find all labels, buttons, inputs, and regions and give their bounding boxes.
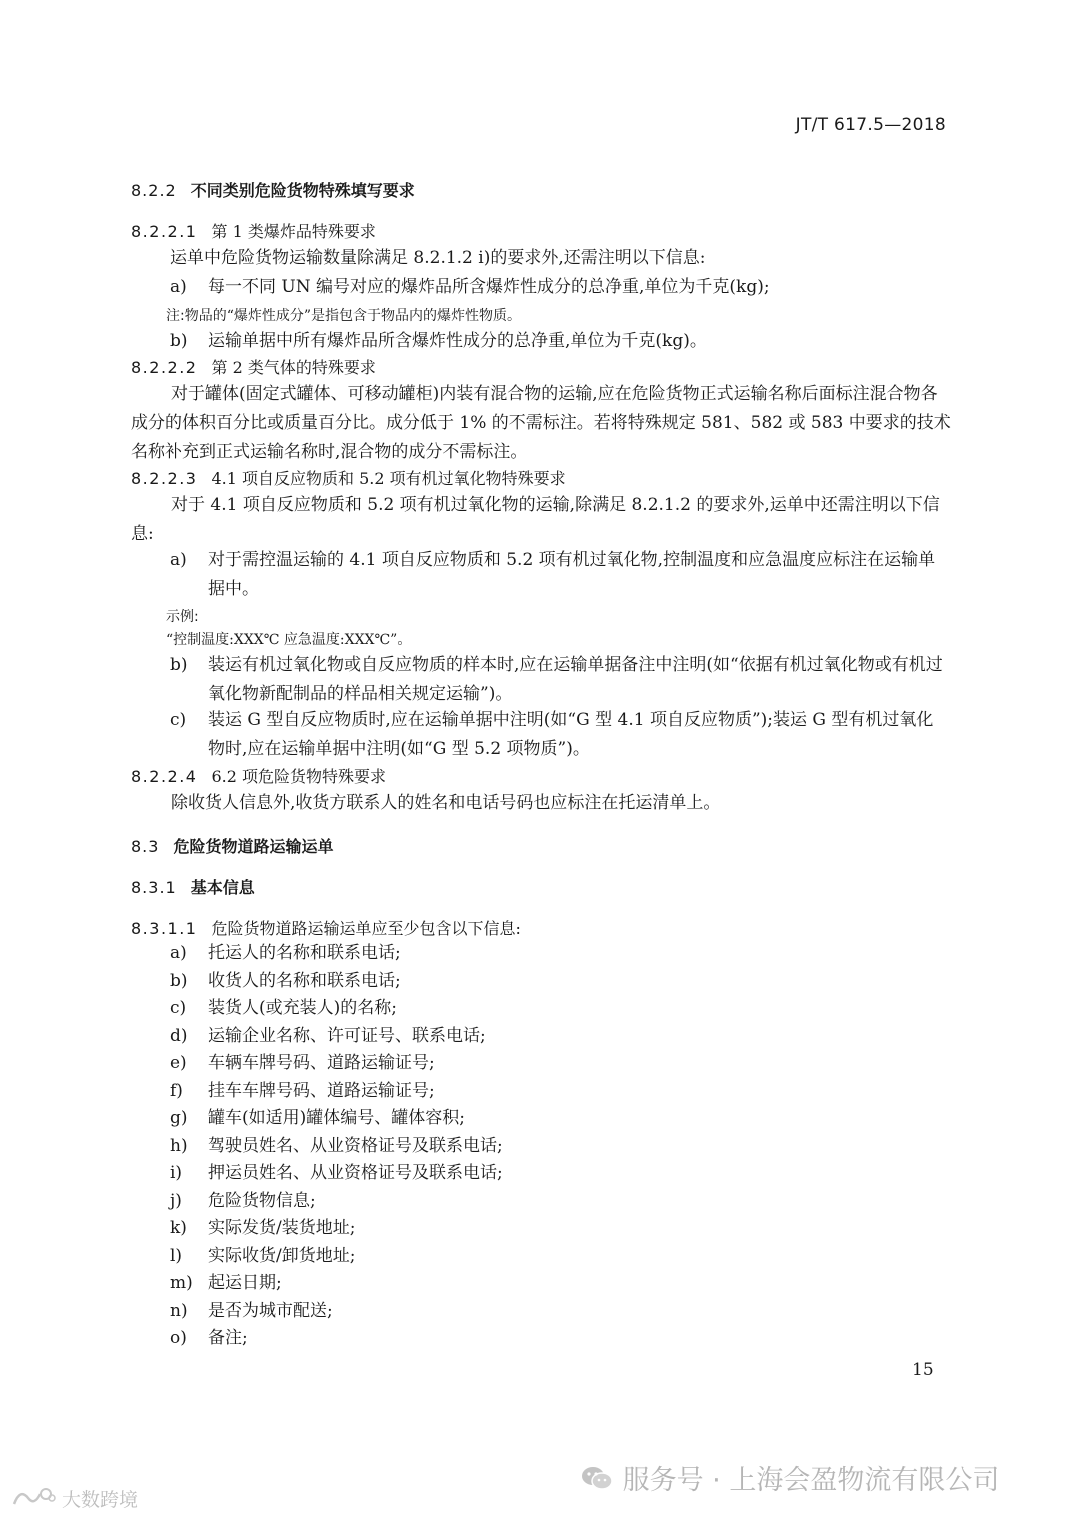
page-number: 15	[912, 1360, 934, 1380]
item-text: 每一不同 UN 编号对应的爆炸品所含爆炸性成分的总净重,单位为千克(kg);	[208, 277, 770, 297]
item-label: a)	[170, 550, 187, 570]
section-8-3-1-heading	[131, 875, 255, 898]
item-label: l)	[170, 1245, 183, 1266]
paragraph: 除收货人信息外,收货方联系人的姓名和电话号码也应标注在托运清单上。	[171, 793, 721, 813]
item-label: b)	[170, 655, 188, 675]
item-text: 车辆车牌号码、道路运输证号;	[208, 1053, 435, 1073]
item-label: d)	[170, 1025, 188, 1046]
section-number: 8.2.2.2	[131, 358, 198, 377]
item-label: a)	[170, 943, 187, 963]
item-text: 实际收货/卸货地址;	[208, 1245, 356, 1266]
list-item	[170, 1133, 503, 1161]
item-text: 托运人的名称和联系电话;	[208, 943, 401, 963]
list-item	[170, 1243, 503, 1271]
list-item	[170, 1023, 503, 1051]
item-text: 驾驶员姓名、从业资格证号及联系电话;	[208, 1135, 503, 1156]
item-label: n)	[170, 1300, 188, 1321]
watermark-text: 服务号 · 上海会盈物流有限公司	[622, 1465, 1000, 1496]
item-text: 装运 G 型自反应物质时,应在运输单据中注明(如“G 型 4.1 项自反应物质”);装运 G 型有机过氧化物时,应在运输单据中注明(如“G 型 5.2 项物质”)。	[208, 710, 934, 759]
section-8-2-2-3-heading	[131, 466, 566, 489]
section-8-2-2-4-heading	[131, 764, 386, 787]
item-text: 起运日期;	[208, 1273, 282, 1293]
item-text: 危险货物信息;	[208, 1190, 316, 1211]
item-text: 运输单据中所有爆炸品所含爆炸性成分的总净重,单位为千克(kg)。	[208, 331, 707, 351]
section-number: 8.2.2.3	[131, 469, 198, 488]
note	[166, 305, 521, 325]
list-item	[170, 1160, 503, 1188]
item-text: 装货人(或充装人)的名称;	[208, 998, 397, 1018]
list-item	[170, 968, 503, 996]
item-label: b)	[170, 331, 188, 351]
watermark-service-account	[580, 1458, 999, 1499]
brand-logo-icon	[10, 1486, 56, 1515]
list-item	[170, 1215, 503, 1243]
watermark-text: 大数跨境	[62, 1489, 139, 1511]
section-title: 危险货物道路运输运单	[173, 837, 334, 856]
info-list	[170, 940, 503, 1353]
list-item	[170, 1105, 503, 1133]
list-item	[170, 1188, 503, 1216]
item-label: j)	[170, 1190, 182, 1211]
item-text: 对于需控温运输的 4.1 项自反应物质和 5.2 项有机过氧化物,控制温度和应急温度应标注在运输单据中。	[208, 550, 936, 599]
section-8-2-2-heading	[131, 178, 415, 201]
paragraph: 对于罐体(固定式罐体、可移动罐柜)内装有混合物的运输,应在危险货物正式运输名称后面标注混合物各成分的体积百分比或质量百分比。成分低于 1% 的不需标注。若将特殊规定 581、582 或 583 中要求的技术名称补充到正式运输名称时,混合物的成分不需标注。	[131, 384, 951, 462]
section-title: 基本信息	[190, 878, 255, 897]
item-text: 装运有机过氧化物或自反应物质的样本时,应在运输单据备注中注明(如“依据有机过氧化物或有机过氧化物新配制品的样品相关规定运输”)。	[208, 655, 943, 704]
list-item	[170, 706, 950, 764]
item-text: 挂车车牌号码、道路运输证号;	[208, 1080, 435, 1101]
item-text: 运输企业名称、许可证号、联系电话;	[208, 1025, 486, 1046]
section-8-2-2-4-body	[131, 789, 951, 818]
item-text: 备注;	[208, 1328, 248, 1348]
section-number: 8.2.2	[131, 181, 177, 200]
item-label: b)	[170, 970, 188, 991]
section-number: 8.3.1.1	[131, 919, 198, 938]
item-label: h)	[170, 1135, 188, 1156]
list-item	[170, 1050, 503, 1078]
item-label: g)	[170, 1108, 188, 1128]
list-item	[170, 1078, 503, 1106]
section-8-2-2-1-intro: 运单中危险货物运输数量除满足 8.2.1.2 i)的要求外,还需注明以下信息:	[170, 248, 706, 268]
item-text: 实际发货/装货地址;	[208, 1218, 356, 1238]
item-label: k)	[170, 1218, 187, 1238]
watermark-brand	[10, 1485, 138, 1515]
section-number: 8.2.2.4	[131, 767, 198, 786]
list-item	[170, 1270, 503, 1298]
item-label: c)	[170, 710, 187, 730]
section-8-2-2-3-intro	[131, 491, 951, 549]
section-title: 危险货物道路运输运单应至少包含以下信息:	[211, 919, 521, 938]
item-label: m)	[170, 1273, 193, 1293]
list-item	[170, 546, 950, 604]
item-text: 押运员姓名、从业资格证号及联系电话;	[208, 1163, 503, 1183]
item-label: c)	[170, 998, 187, 1018]
section-8-2-2-2-body	[131, 380, 951, 467]
section-number: 8.3	[131, 837, 160, 856]
note-label: 注:	[166, 308, 185, 324]
note-text: 物品的“爆炸性成分”是指包含于物品内的爆炸性物质。	[184, 308, 522, 324]
section-8-3-heading	[131, 834, 333, 857]
item-text: 是否为城市配送;	[208, 1300, 333, 1321]
section-8-2-2-1-heading	[131, 219, 376, 242]
standard-code: JT/T 617.5—2018	[795, 115, 946, 135]
wechat-icon	[580, 1464, 614, 1499]
item-label: i)	[170, 1163, 183, 1183]
section-8-2-2-2-heading	[131, 355, 376, 378]
section-title: 第 2 类气体的特殊要求	[211, 358, 376, 377]
list-item	[170, 995, 503, 1023]
item-label: e)	[170, 1053, 187, 1073]
list-item	[170, 1325, 503, 1353]
example-label: 示例:	[166, 609, 199, 625]
section-title: 6.2 项危险货物特殊要求	[211, 767, 387, 786]
list-item	[170, 1298, 503, 1326]
list-item	[170, 940, 503, 968]
section-number: 8.2.2.1	[131, 222, 198, 241]
item-label: f)	[170, 1080, 183, 1101]
example-text: “控制温度:XXX℃ 应急温度:XXX℃”。	[166, 632, 412, 648]
item-text: 收货人的名称和联系电话;	[208, 970, 401, 991]
item-label: a)	[170, 277, 187, 297]
item-label: o)	[170, 1328, 187, 1348]
list-item	[170, 651, 950, 709]
section-title: 4.1 项自反应物质和 5.2 项有机过氧化物特殊要求	[211, 469, 566, 488]
section-number: 8.3.1	[131, 878, 177, 897]
section-title: 不同类别危险货物特殊填写要求	[190, 181, 415, 200]
section-8-3-1-1-heading	[131, 916, 521, 939]
item-text: 罐车(如适用)罐体编号、罐体容积;	[208, 1108, 465, 1128]
list-item	[170, 327, 707, 356]
list-item	[170, 273, 770, 302]
section-title: 第 1 类爆炸品特殊要求	[211, 222, 376, 241]
paragraph: 对于 4.1 项自反应物质和 5.2 项有机过氧化物的运输,除满足 8.2.1.2 的要求外,运单中还需注明以下信息:	[131, 495, 940, 544]
